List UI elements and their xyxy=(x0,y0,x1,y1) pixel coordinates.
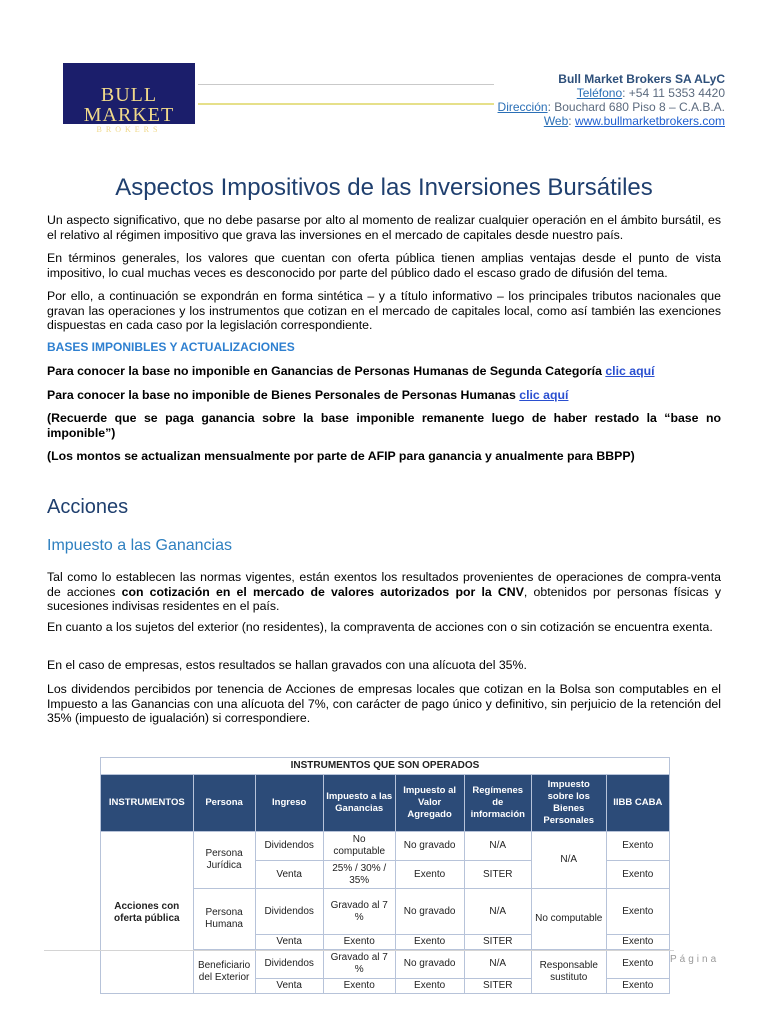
cell-iibb: Exento xyxy=(606,950,669,979)
cell-iibb: Exento xyxy=(606,832,669,861)
cell-iibb: Exento xyxy=(606,935,669,950)
cell-regimen: SITER xyxy=(464,935,531,950)
bases-note-2: (Los montos se actualizan mensualmente por parte de AFIP para ganancia y anualmente para BBPP) xyxy=(47,449,635,463)
header-ganancias: Impuesto a las Ganancias xyxy=(323,775,395,832)
subheading-ganancias: Impuesto a las Ganancias xyxy=(47,537,232,554)
logo-main-text: BULL MARKET xyxy=(83,84,175,126)
section-heading-acciones: Acciones xyxy=(47,496,129,518)
cell-regimen: N/A xyxy=(464,832,531,861)
cell-bienes: N/A xyxy=(531,832,606,889)
cell-persona-humana: Persona Humana xyxy=(193,889,255,950)
cell-beneficiario-exterior: Beneficiario del Exterior xyxy=(193,950,255,994)
ganancias-click-here-link[interactable]: clic aquí xyxy=(605,364,655,378)
table-caption-row xyxy=(101,758,670,775)
address-line xyxy=(498,100,725,114)
bienes-click-here-link[interactable]: clic aquí xyxy=(519,388,569,402)
bases-line-ganancias xyxy=(47,364,721,379)
cell-ganancias: No computable xyxy=(323,832,395,861)
header-iva: Impuesto al Valor Agregado xyxy=(395,775,464,832)
footer-page-label: Página xyxy=(670,954,720,965)
cell-iibb: Exento xyxy=(606,861,669,889)
cell-ganancias: Exento xyxy=(323,935,395,950)
address-label: Dirección xyxy=(497,100,548,114)
intro-paragraph-2: En términos generales, los valores que cuentan con oferta pública tienen amplias ventajas desde el punto de vista impositivo, lo cual muchas veces es desconocido por parte del público dado el escaso grado de difusión del tema. xyxy=(47,251,721,280)
table-row xyxy=(101,832,670,861)
footer-divider xyxy=(44,950,674,951)
cell-regimen: SITER xyxy=(464,861,531,889)
acciones-p1-bold: con cotización en el mercado de valores autorizados por la CNV xyxy=(121,584,524,599)
address-value: : Bouchard 680 Piso 8 – C.A.B.A. xyxy=(547,100,725,114)
cell-ganancias: Gravado al 7 % xyxy=(323,950,395,979)
bases-note-1: (Recuerde que se paga ganancia sobre la base imponible remanente luego de haber restado la “base no imponible”) xyxy=(47,411,721,440)
bases-line-bienes xyxy=(47,388,721,403)
bases-line-bienes-text: Para conocer la base no imponible de Bienes Personales de Personas Humanas xyxy=(47,388,516,402)
header-ingreso: Ingreso xyxy=(255,775,323,832)
web-label: Web xyxy=(543,114,569,128)
acciones-paragraph-1 xyxy=(47,570,721,614)
cell-ganancias: Gravado al 7 % xyxy=(323,889,395,935)
cell-ingreso: Venta xyxy=(255,935,323,950)
header-persona: Persona xyxy=(193,775,255,832)
header-divider-gold xyxy=(198,103,494,105)
cell-iva: No gravado xyxy=(395,889,464,935)
cell-ganancias: Exento xyxy=(323,979,395,994)
company-info xyxy=(498,72,725,128)
header-instrumentos: INSTRUMENTOS xyxy=(101,775,194,832)
cell-persona-juridica: Persona Jurídica xyxy=(193,832,255,889)
cell-iibb: Exento xyxy=(606,889,669,935)
acciones-paragraph-2: En cuanto a los sujetos del exterior (no residentes), la compraventa de acciones con o sin cotización se encuentra exenta. xyxy=(47,620,713,634)
cell-ingreso: Dividendos xyxy=(255,832,323,861)
bases-line-ganancias-text: Para conocer la base no imponible en Ganancias de Personas Humanas de Segunda Categoría xyxy=(47,364,602,378)
cell-iva: No gravado xyxy=(395,950,464,979)
instruments-table xyxy=(100,757,670,994)
acciones-p1-c: , obtenidos por personas físicas y sucesiones indivisas residentes en el país. xyxy=(47,584,721,613)
table-header-row xyxy=(101,775,670,832)
header-bienes-personales: Impuesto sobre los Bienes Personales xyxy=(531,775,606,832)
bull-market-logo xyxy=(63,63,195,134)
acciones-paragraph-4: Los dividendos percibidos por tenencia de Acciones de empresas locales que cotizan en la Bolsa son computables en el Impuesto a las Ganancias con una alícuota del 7%, con carácter de pago único y definitivo, sin perjuicio de la retención del 35% (impuesto de igualación) si correspondiere. xyxy=(47,682,721,725)
company-name: Bull Market Brokers SA ALyC xyxy=(558,72,725,86)
table-caption: INSTRUMENTOS QUE SON OPERADOS xyxy=(101,758,670,775)
cell-iva: No gravado xyxy=(395,832,464,861)
page-title: Aspectos Impositivos de las Inversiones Bursátiles xyxy=(115,174,653,201)
cell-ingreso: Venta xyxy=(255,979,323,994)
intro-paragraph-3: Por ello, a continuación se expondrán en forma sintética – y a título informativo – los principales tributos nacionales que gravan las operaciones y los instrumentos que cotizan en el mercado de capitales local, como así también las exenciones dispuestas en cada caso por la legislación correspondiente. xyxy=(47,289,721,332)
phone-label: Teléfono xyxy=(576,86,623,100)
header-regimenes: Regímenes de información xyxy=(464,775,531,832)
cell-regimen: N/A xyxy=(464,950,531,979)
cell-ingreso: Dividendos xyxy=(255,889,323,935)
cell-ganancias: 25% / 30% / 35% xyxy=(323,861,395,889)
cell-regimen: SITER xyxy=(464,979,531,994)
web-line xyxy=(498,114,725,128)
cell-regimen: N/A xyxy=(464,889,531,935)
header-divider xyxy=(198,84,494,85)
cell-iva: Exento xyxy=(395,979,464,994)
cell-iva: Exento xyxy=(395,935,464,950)
cell-ingreso: Dividendos xyxy=(255,950,323,979)
logo-sub-text: BROKERS xyxy=(96,125,162,134)
acciones-paragraph-3: En el caso de empresas, estos resultados se hallan gravados con una alícuota del 35%. xyxy=(47,658,527,672)
phone-value: : +54 11 5353 4420 xyxy=(622,86,725,100)
phone-line xyxy=(498,86,725,100)
bases-heading: BASES IMPONIBLES Y ACTUALIZACIONES xyxy=(47,340,295,354)
cell-bienes: No computable xyxy=(531,889,606,950)
cell-instrument: Acciones con oferta pública xyxy=(101,832,194,994)
intro-paragraph-1: Un aspecto significativo, que no debe pasarse por alto al momento de realizar cualquier operación en el ámbito bursátil, es el relativo al régimen impositivo que grava las inversiones en el mercado de capitales desde nuestro país. xyxy=(47,213,721,242)
cell-iibb: Exento xyxy=(606,979,669,994)
cell-bienes: Responsable sustituto xyxy=(531,950,606,994)
acciones-p1-a: Tal como lo establecen las normas vigentes, están exentos los resultados provenientes de operaciones de compra-venta de acciones xyxy=(47,570,721,599)
cell-ingreso: Venta xyxy=(255,861,323,889)
website-link[interactable]: www.bullmarketbrokers.com xyxy=(574,114,725,128)
cell-iva: Exento xyxy=(395,861,464,889)
web-sep: : xyxy=(568,114,575,128)
header-iibb: IIBB CABA xyxy=(606,775,669,832)
